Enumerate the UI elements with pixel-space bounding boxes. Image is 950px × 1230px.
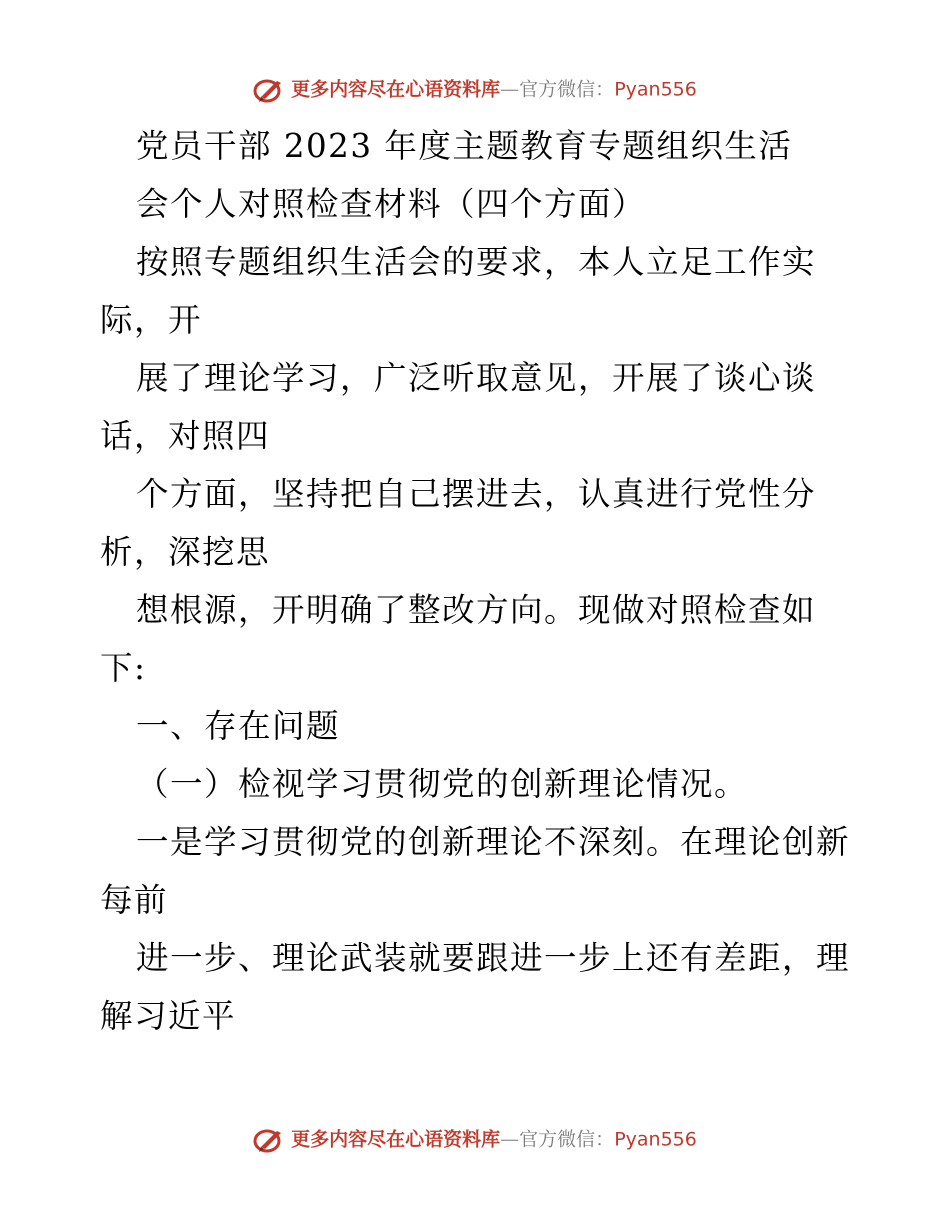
paragraph-line: 际，开 [100,301,203,339]
paragraph-line: 解习近平 [100,997,237,1035]
title-line-1: 党员干部 2023 年度主题教育专题组织生活 [136,127,793,165]
paragraph-line: 一是学习贯彻党的创新理论不深刻。在理论创新 [136,823,851,861]
pen-logo-icon [253,77,285,103]
banner-main-text: 更多内容尽在心语资料库 [291,1128,501,1151]
banner-sub-text: 官方微信： [519,78,615,101]
document-body [100,117,852,1045]
banner-main-text: 更多内容尽在心语资料库 [291,78,501,101]
paragraph-line: 想根源，开明确了整改方向。现做对照检查如 [136,591,817,629]
paragraph-line: 按照专题组织生活会的要求，本人立足工作实 [136,243,817,281]
subsection-heading: （一）检视学习贯彻党的创新理论情况。 [136,765,749,803]
banner-wechat-id: Pyan556 [614,1128,697,1151]
paragraph-line: 展了理论学习，广泛听取意见，开展了谈心谈 [136,359,817,397]
paragraph-line: 话，对照四 [100,417,271,455]
paragraph-line: 下: [100,649,147,687]
header-banner [0,76,950,103]
section-heading: 一、存在问题 [136,707,341,745]
banner-wechat-id: Pyan556 [614,78,697,101]
banner-sub-text: 官方微信： [519,1128,615,1151]
paragraph-line: 进一步、理论武装就要跟进一步上还有差距，理 [136,939,851,977]
paragraph-line: 每前 [100,881,169,919]
paragraph-line: 析，深挖思 [100,533,271,571]
title-line-2: 会个人对照检查材料（四个方面） [136,185,647,223]
pen-logo-icon [253,1127,285,1153]
paragraph-line: 个方面，坚持把自己摆进去，认真进行党性分 [136,475,817,513]
banner-separator: — [500,78,520,101]
footer-banner [0,1126,950,1153]
banner-separator: — [500,1128,520,1151]
